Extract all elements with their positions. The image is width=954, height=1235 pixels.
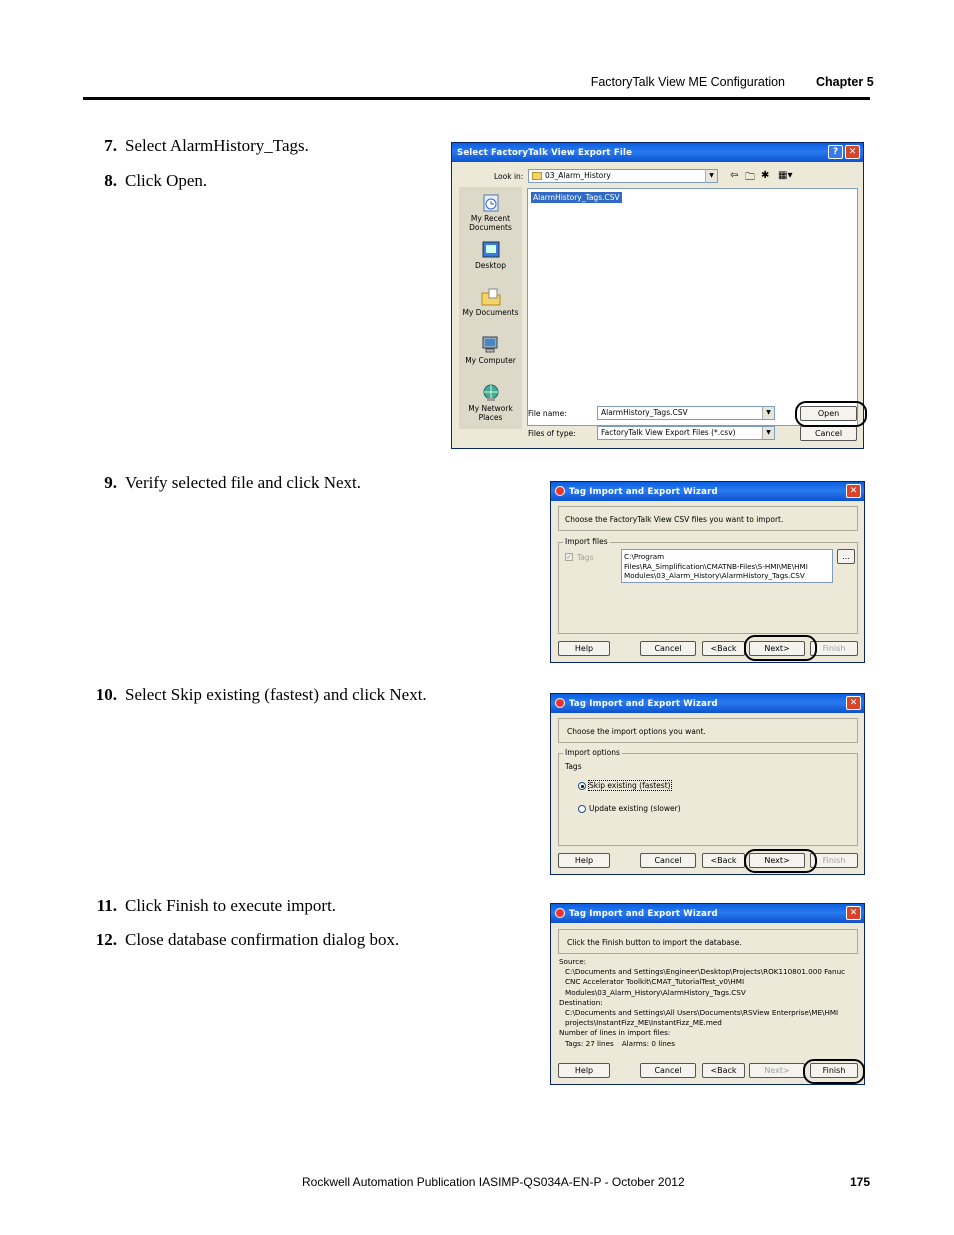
cancel-button[interactable]: Cancel	[640, 1063, 696, 1078]
instruction-text: Choose the import options you want.	[567, 727, 706, 736]
finish-button[interactable]: Finish	[810, 641, 858, 656]
footer-publication: Rockwell Automation Publication IASIMP-QS034A-EN-P - October 2012	[302, 1175, 685, 1189]
instruction-text: Choose the FactoryTalk View CSV files you want to import.	[565, 515, 784, 524]
file-name-value: AlarmHistory_Tags.CSV	[601, 408, 688, 417]
step-text: Verify selected file and click Next.	[125, 473, 362, 492]
dialog-title: Tag Import and Export Wizard	[569, 487, 718, 497]
destination-path-line: C:\Documents and Settings\All Users\Documents\RSView Enterprise\ME\HMI	[565, 1008, 839, 1018]
places-bar	[459, 187, 522, 429]
file-list[interactable]	[527, 188, 858, 426]
file-name-label: File name:	[528, 409, 567, 418]
wizard-icon	[555, 908, 565, 918]
wizard-icon	[555, 486, 565, 496]
back-button[interactable]: <Back	[702, 641, 745, 656]
step-number: 12.	[95, 930, 117, 949]
chevron-down-icon[interactable]: ▼	[762, 407, 774, 419]
step-number: 7.	[104, 136, 117, 155]
source-path-line: Modules\03_Alarm_History\AlarmHistory_Tags.CSV	[565, 987, 746, 997]
close-icon[interactable]: ✕	[846, 906, 861, 920]
cancel-button[interactable]: Cancel	[640, 853, 696, 868]
chevron-down-icon[interactable]: ▼	[762, 427, 774, 439]
dialog-titlebar	[551, 482, 864, 501]
step-9	[85, 473, 361, 493]
import-wizard-files-dialog	[550, 481, 865, 663]
file-type-select[interactable]	[597, 426, 775, 440]
step-7	[85, 136, 309, 156]
step-text: Click Open.	[125, 171, 208, 190]
destination-path-line: projects\InstantFizz_ME\InstantFizz_ME.med	[565, 1018, 722, 1028]
update-existing-label[interactable]: Update existing (slower)	[589, 804, 681, 813]
network-places-icon	[480, 383, 502, 403]
cancel-button[interactable]: Cancel	[640, 641, 696, 656]
place-my-network-places[interactable]	[459, 383, 522, 422]
step-11	[85, 896, 336, 916]
dialog-titlebar	[452, 143, 863, 162]
dialog-titlebar	[551, 904, 864, 923]
back-button[interactable]: <Back	[702, 1063, 745, 1078]
help-button[interactable]: Help	[558, 641, 610, 656]
back-arrow-icon[interactable]: ⇦	[730, 170, 739, 181]
look-in-value: 03_Alarm_History	[545, 171, 611, 180]
running-header-chapter: Chapter 5	[816, 75, 874, 89]
step-number: 9.	[104, 473, 117, 492]
import-summary	[559, 957, 845, 1049]
cancel-button[interactable]: Cancel	[800, 426, 857, 441]
help-button[interactable]: Help	[558, 853, 610, 868]
place-my-computer[interactable]	[459, 335, 522, 366]
tags-path-field[interactable]	[621, 549, 833, 583]
page-number: 175	[850, 1175, 871, 1189]
group-label: Import options	[565, 748, 620, 757]
source-path-line: C:\Documents and Settings\Engineer\Desktop\Projects\ROK110801.000 Fanuc	[565, 967, 846, 977]
folder-icon	[532, 172, 542, 180]
file-name-input[interactable]	[597, 406, 775, 420]
import-options-group	[558, 748, 858, 846]
look-in-select[interactable]	[528, 169, 718, 183]
running-header-section: FactoryTalk View ME Configuration	[590, 75, 785, 89]
instruction-panel	[558, 506, 858, 531]
header-rule	[83, 97, 870, 100]
source-label: Source:	[559, 957, 587, 966]
dialog-title: Select FactoryTalk View Export File	[457, 148, 633, 158]
step-8	[85, 171, 207, 191]
instruction-text: Click the Finish button to import the database.	[567, 938, 742, 947]
file-item-alarmhistory-tags[interactable]: AlarmHistory_Tags.CSV	[533, 193, 620, 202]
instruction-panel	[558, 718, 858, 743]
place-my-documents[interactable]	[459, 287, 522, 318]
tags-label: Tags	[565, 762, 582, 771]
my-computer-icon	[480, 335, 502, 355]
source-path-line: CNC Accelerator Toolkit\CMAT_TutorialTest_v0\HMI	[565, 977, 745, 987]
group-label: Import files	[565, 537, 608, 546]
step-12	[85, 930, 399, 950]
place-label: My Computer	[465, 356, 516, 365]
highlight-circle	[744, 849, 817, 873]
view-menu-icon[interactable]: ▦▾	[778, 170, 793, 181]
import-files-group	[558, 537, 858, 634]
up-folder-icon[interactable]: 🗀	[745, 172, 755, 183]
new-folder-icon[interactable]: ✱	[761, 170, 770, 181]
step-number: 11.	[96, 896, 117, 915]
step-10	[85, 685, 427, 705]
step-text: Close database confirmation dialog box.	[125, 930, 400, 949]
destination-label: Destination:	[559, 997, 603, 1007]
update-existing-radio[interactable]	[578, 805, 586, 813]
counts-row	[559, 1039, 845, 1049]
close-icon[interactable]: ✕	[846, 484, 861, 498]
browse-button[interactable]: ...	[837, 549, 855, 564]
highlight-circle	[744, 635, 817, 661]
look-in-label: Look in:	[494, 172, 524, 181]
skip-existing-radio[interactable]	[578, 782, 586, 790]
dialog-title: Tag Import and Export Wizard	[569, 909, 718, 919]
file-type-label: Files of type:	[528, 429, 576, 438]
back-button[interactable]: <Back	[702, 853, 745, 868]
highlight-circle	[803, 1059, 865, 1084]
tags-checkbox[interactable]: ✓	[566, 553, 572, 561]
path-line: Files\RA_Simplification\CMATNB-Files\S-HMI\ME\HMI	[624, 561, 808, 571]
import-wizard-finish-dialog	[550, 903, 865, 1085]
finish-button[interactable]: Finish	[810, 1063, 858, 1078]
lines-count-label: Number of lines in import files:	[559, 1028, 671, 1038]
finish-button[interactable]: Finish	[810, 853, 858, 868]
wizard-icon	[555, 698, 565, 708]
close-icon[interactable]: ✕	[845, 145, 860, 159]
place-label: My Recent Documents	[469, 214, 512, 232]
place-desktop[interactable]	[459, 240, 522, 271]
help-icon[interactable]: ?	[828, 145, 843, 159]
path-line: C:\Program	[624, 552, 665, 561]
step-text: Click Finish to execute import.	[125, 896, 337, 915]
tags-count: Tags: 27 lines	[565, 1038, 614, 1048]
dialog-title: Tag Import and Export Wizard	[569, 699, 718, 709]
highlight-circle	[795, 401, 867, 427]
place-label: My Network Places	[468, 404, 513, 422]
path-line: Modules\03_Alarm_History\AlarmHistory_Tags.CSV	[624, 571, 805, 580]
step-text: Select AlarmHistory_Tags.	[125, 136, 309, 155]
instruction-panel	[558, 929, 858, 954]
place-my-recent-documents[interactable]	[459, 193, 522, 232]
place-label: My Documents	[462, 308, 519, 317]
import-wizard-options-dialog	[550, 693, 865, 875]
recent-documents-icon	[480, 193, 502, 213]
dialog-titlebar	[551, 694, 864, 713]
step-text: Select Skip existing (fastest) and click Next.	[125, 685, 427, 704]
tags-checkbox-label: Tags	[577, 553, 594, 562]
open-button[interactable]: Open	[800, 406, 857, 421]
next-button[interactable]: Next>	[749, 1063, 805, 1078]
file-type-value: FactoryTalk View Export Files (*.csv)	[601, 428, 736, 437]
my-documents-icon	[480, 287, 502, 307]
skip-existing-label[interactable]: Skip existing (fastest)	[589, 781, 671, 790]
select-export-file-dialog	[451, 142, 864, 449]
help-button[interactable]: Help	[558, 1063, 610, 1078]
step-number: 10.	[95, 685, 117, 704]
alarms-count: Alarms: 0 lines	[621, 1038, 675, 1048]
next-button[interactable]: Next>	[749, 641, 805, 656]
chevron-down-icon[interactable]: ▼	[705, 170, 717, 182]
close-icon[interactable]: ✕	[846, 696, 861, 710]
step-number: 8.	[104, 171, 117, 190]
place-label: Desktop	[475, 261, 506, 270]
desktop-icon	[480, 240, 502, 260]
next-button[interactable]: Next>	[749, 853, 805, 868]
